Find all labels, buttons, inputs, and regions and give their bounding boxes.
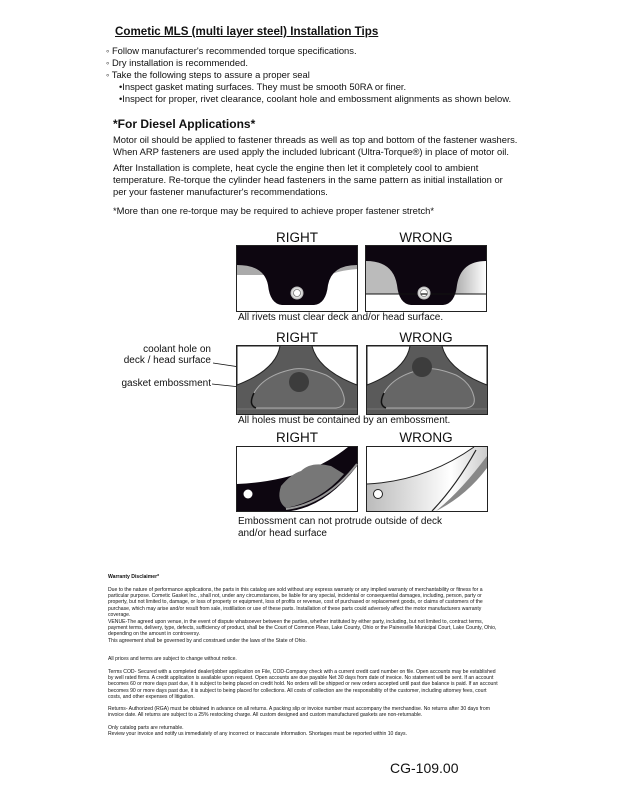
diesel-note: *More than one re-torque may be required to achieve proper fastener stretch* bbox=[113, 205, 435, 216]
tip-text: Take the following steps to assure a proper seal bbox=[111, 69, 310, 80]
sub-tip-text: Inspect for proper, rivet clearance, coolant hole and embossment alignments as shown below. bbox=[122, 93, 512, 104]
right-label: RIGHT bbox=[276, 430, 318, 445]
diesel-heading: *For Diesel Applications* bbox=[113, 117, 256, 131]
diesel-paragraph: Motor oil should be applied to fastener threads as well as top and bottom of the fastener washers. When ARP fasteners are used apply the included lubricant (Ultra-Torque®) in place of motor oil. bbox=[113, 134, 518, 157]
protrude-right-diagram bbox=[236, 446, 358, 512]
page-code: CG-109.00 bbox=[390, 760, 459, 776]
right-label: RIGHT bbox=[276, 230, 318, 245]
page-title: Cometic MLS (multi layer steel) Installation Tips bbox=[115, 25, 379, 38]
warranty-paragraph: All prices and terms are subject to change without notice. bbox=[108, 656, 237, 662]
coolant-hole-label: deck / head surface bbox=[123, 355, 211, 366]
warranty-paragraph: Terms COD- Secured with a completed dealer/jobber application on File, COD-Company check with a current credit card number on file. Open accounts may be established by well rated firms. A credit application is available upon request. Open accounts are due payable Net 30 days from date of invoice. No statement will be sent. If an account becomes 60 or more days past due, it is subject to being placed on credit hold. No orders will be shipped or new orders accepted until past due balance is paid. If an account becomes 90 or more days past due, it is subject to being placed for collections. All costs of collection are the responsibility of the customer, including attorney fees, court costs, and other expenses of litigation. bbox=[108, 669, 498, 700]
wrong-label: WRONG bbox=[399, 330, 453, 345]
protrude-caption: and/or head surface bbox=[238, 528, 327, 539]
hole-right-diagram bbox=[236, 345, 358, 415]
protrude-caption: Embossment can not protrude outside of deck bbox=[238, 516, 443, 527]
coolant-hole-label: coolant hole on bbox=[143, 344, 211, 355]
sub-tip-item: •Inspect gasket mating surfaces. They must be smooth 50RA or finer. bbox=[119, 81, 407, 92]
wrong-label: WRONG bbox=[399, 430, 453, 445]
tip-item: ◦ Take the following steps to assure a proper seal bbox=[106, 69, 310, 80]
hole-caption: All holes must be contained by an embossment. bbox=[238, 415, 451, 426]
warranty-heading: Warranty Disclaimer* bbox=[108, 574, 160, 580]
warranty-paragraph: VENUE-The agreed upon venue, in the event of dispute whatsoever between the parties, whether instituted by either party, including, but not limited to, contract terms, payment terms, delivery, type, defects, sufficiency of product, shall be the Court of Common Pleas, Lake County, Ohio or the Painesville Municipal Court, Lake County, Ohio, depending on the amount in controversy. This agreement shall be governed by and construed under the laws of the State of Ohio. bbox=[108, 619, 497, 644]
rivet-right-diagram bbox=[236, 245, 358, 312]
rivet-caption: All rivets must clear deck and/or head surface. bbox=[238, 312, 444, 323]
diesel-paragraph: After Installation is complete, heat cycle the engine then let it completely cool to ambient temperature. Re-torque the cylinder head fasteners in the same pattern as initial installation or per your fastener manufacturer's recommendations. bbox=[113, 162, 503, 197]
warranty-paragraph: Due to the nature of performance applications, the parts in this catalog are sold without any express warranty or any implied warranty of merchantability or fitness for a particular purpose. Cometic Gasket Inc., shall not, under any circumstances, be liable for any special, incidental or consequential damages, including, person, party or property, but not limited to, damage, or loss of property or equipment, loss of profits or revenue, cost of purchased or replacement goods, or claims of customers of the purchase, which may arise and/or result from sale, instillation or use of these parts. Installation of these parts could adversely affect the motor manufacturers warranty coverage. bbox=[108, 587, 483, 618]
sub-tip-item: •Inspect for proper, rivet clearance, coolant hole and embossment alignments as shown below. bbox=[119, 93, 512, 104]
tip-item: ◦ Dry installation is recommended. bbox=[106, 57, 248, 68]
warranty-paragraph: Returns- Authorized (RGA) must be obtained in advance on all returns. A packing slip or invoice number must accompany the merchandise. No returns after 30 days from invoice date. All returns are subject to a 25% restocking charge. All custom designed and custom manufactured gaskets are non-returnable. bbox=[108, 706, 490, 719]
tip-item: ◦ Follow manufacturer's recommended torque specifications. bbox=[106, 45, 357, 56]
right-label: RIGHT bbox=[276, 330, 318, 345]
sub-tip-text: Inspect gasket mating surfaces. They must be smooth 50RA or finer. bbox=[122, 81, 407, 92]
wrong-label: WRONG bbox=[399, 230, 453, 245]
protrude-wrong-diagram bbox=[366, 446, 488, 512]
rivet-wrong-diagram bbox=[365, 245, 487, 312]
gasket-embossment-label: gasket embossment bbox=[121, 378, 211, 389]
hole-wrong-diagram bbox=[366, 345, 488, 415]
warranty-paragraph: Only catalog parts are returnable. Review your invoice and notify us immediately of any incorrect or inaccurate information. Shortages must be reported within 10 days. bbox=[108, 725, 407, 738]
tip-text: Dry installation is recommended. bbox=[111, 57, 248, 68]
tip-text: Follow manufacturer's recommended torque specifications. bbox=[111, 45, 357, 56]
